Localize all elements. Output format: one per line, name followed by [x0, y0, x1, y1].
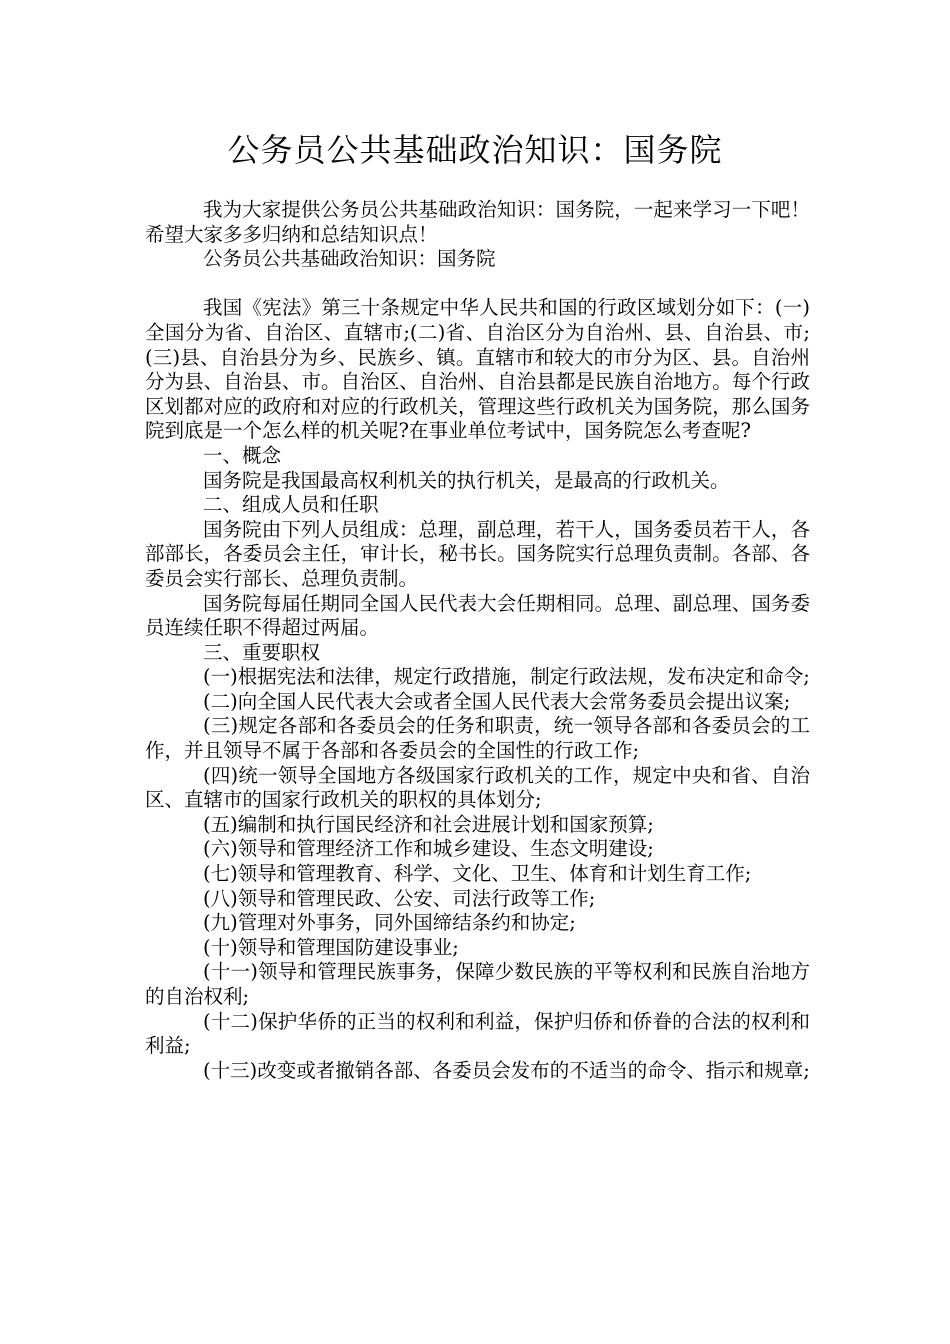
section-heading-members: 二、组成人员和任职: [203, 493, 379, 517]
power-item: (三)规定各部和各委员会的任务和职责，统一领导各部和各委员会的工作，并且领导不属于各部和各委员会的全国性的行政工作;: [145, 714, 810, 763]
section-heading-powers: 三、重要职权: [203, 640, 321, 664]
blank-line: [145, 272, 810, 297]
power-item: (八)领导和管理民政、公安、司法行政等工作;: [203, 886, 596, 910]
power-item: (十三)改变或者撤销各部、各委员会发布的不适当的命令、指示和规章;: [203, 1058, 810, 1082]
power-item: (四)统一领导全国地方各级国家行政机关的工作，规定中央和省、自治区、直辖市的国家行政机关的职权的具体划分;: [145, 763, 810, 812]
power-item: (二)向全国人民代表大会或者全国人民代表大会常务委员会提出议案;: [203, 689, 791, 713]
power-item: (六)领导和管理经济工作和城乡建设、生态文明建设;: [203, 837, 654, 861]
concept-paragraph: 国务院是我国最高权利机关的执行机关，是最高的行政机关。: [203, 468, 730, 492]
subtitle-paragraph: 公务员公共基础政治知识：国务院: [203, 247, 496, 271]
document-title: 公务员公共基础政治知识：国务院: [227, 131, 723, 169]
power-item: (十一)领导和管理民族事务，保障少数民族的平等权利和民族自治地方的自治权利;: [145, 960, 810, 1008]
section-heading-concept: 一、概念: [203, 443, 282, 467]
term-paragraph: 国务院每届任期同全国人民代表大会任期相同。总理、副总理、国务委员连续任职不得超过两届。: [145, 591, 810, 640]
members-paragraph: 国务院由下列人员组成：总理，副总理，若干人，国务委员若干人，各部部长，各委员会主任，审计长，秘书长。国务院实行总理负责制。各部、各委员会实行部长、总理负责制。: [145, 517, 810, 590]
document-body: [145, 198, 810, 1083]
power-item: (十二)保护华侨的正当的权利和利益，保护归侨和侨眷的合法的权利和利益;: [145, 1009, 810, 1058]
power-item: (五)编制和执行国民经济和社会进展计划和国家预算;: [203, 812, 654, 836]
power-item: (九)管理对外事务，同外国缔结条约和协定;: [203, 911, 576, 935]
power-item: (一)根据宪法和法律，规定行政措施，制定行政法规，发布决定和命令;: [203, 665, 810, 689]
power-item: (十)领导和管理国防建设事业;: [203, 935, 459, 959]
power-item: (七)领导和管理教育、科学、文化、卫生、体育和计划生育工作;: [203, 862, 752, 886]
intro-paragraph: 我为大家提供公务员公共基础政治知识：国务院，一起来学习一下吧！希望大家多多归纳和总结知识点！: [145, 198, 810, 246]
constitution-paragraph: 我国《宪法》第三十条规定中华人民共和国的行政区域划分如下：(一)全国分为省、自治区、直辖市;(二)省、自治区分为自治州、县、自治县、市;(三)县、自治县分为乡、民族乡、镇。直辖市和较大的市分为区、县。自治州分为县、自治县、市。自治区、自治州、自治县都是民族自治地方。每个行政区划都对应的政府和对应的行政机关，管理这些行政机关为国务院，那么国务院到底是一个怎么样的机关呢?在事业单位考试中，国务院怎么考查呢?: [145, 296, 810, 443]
